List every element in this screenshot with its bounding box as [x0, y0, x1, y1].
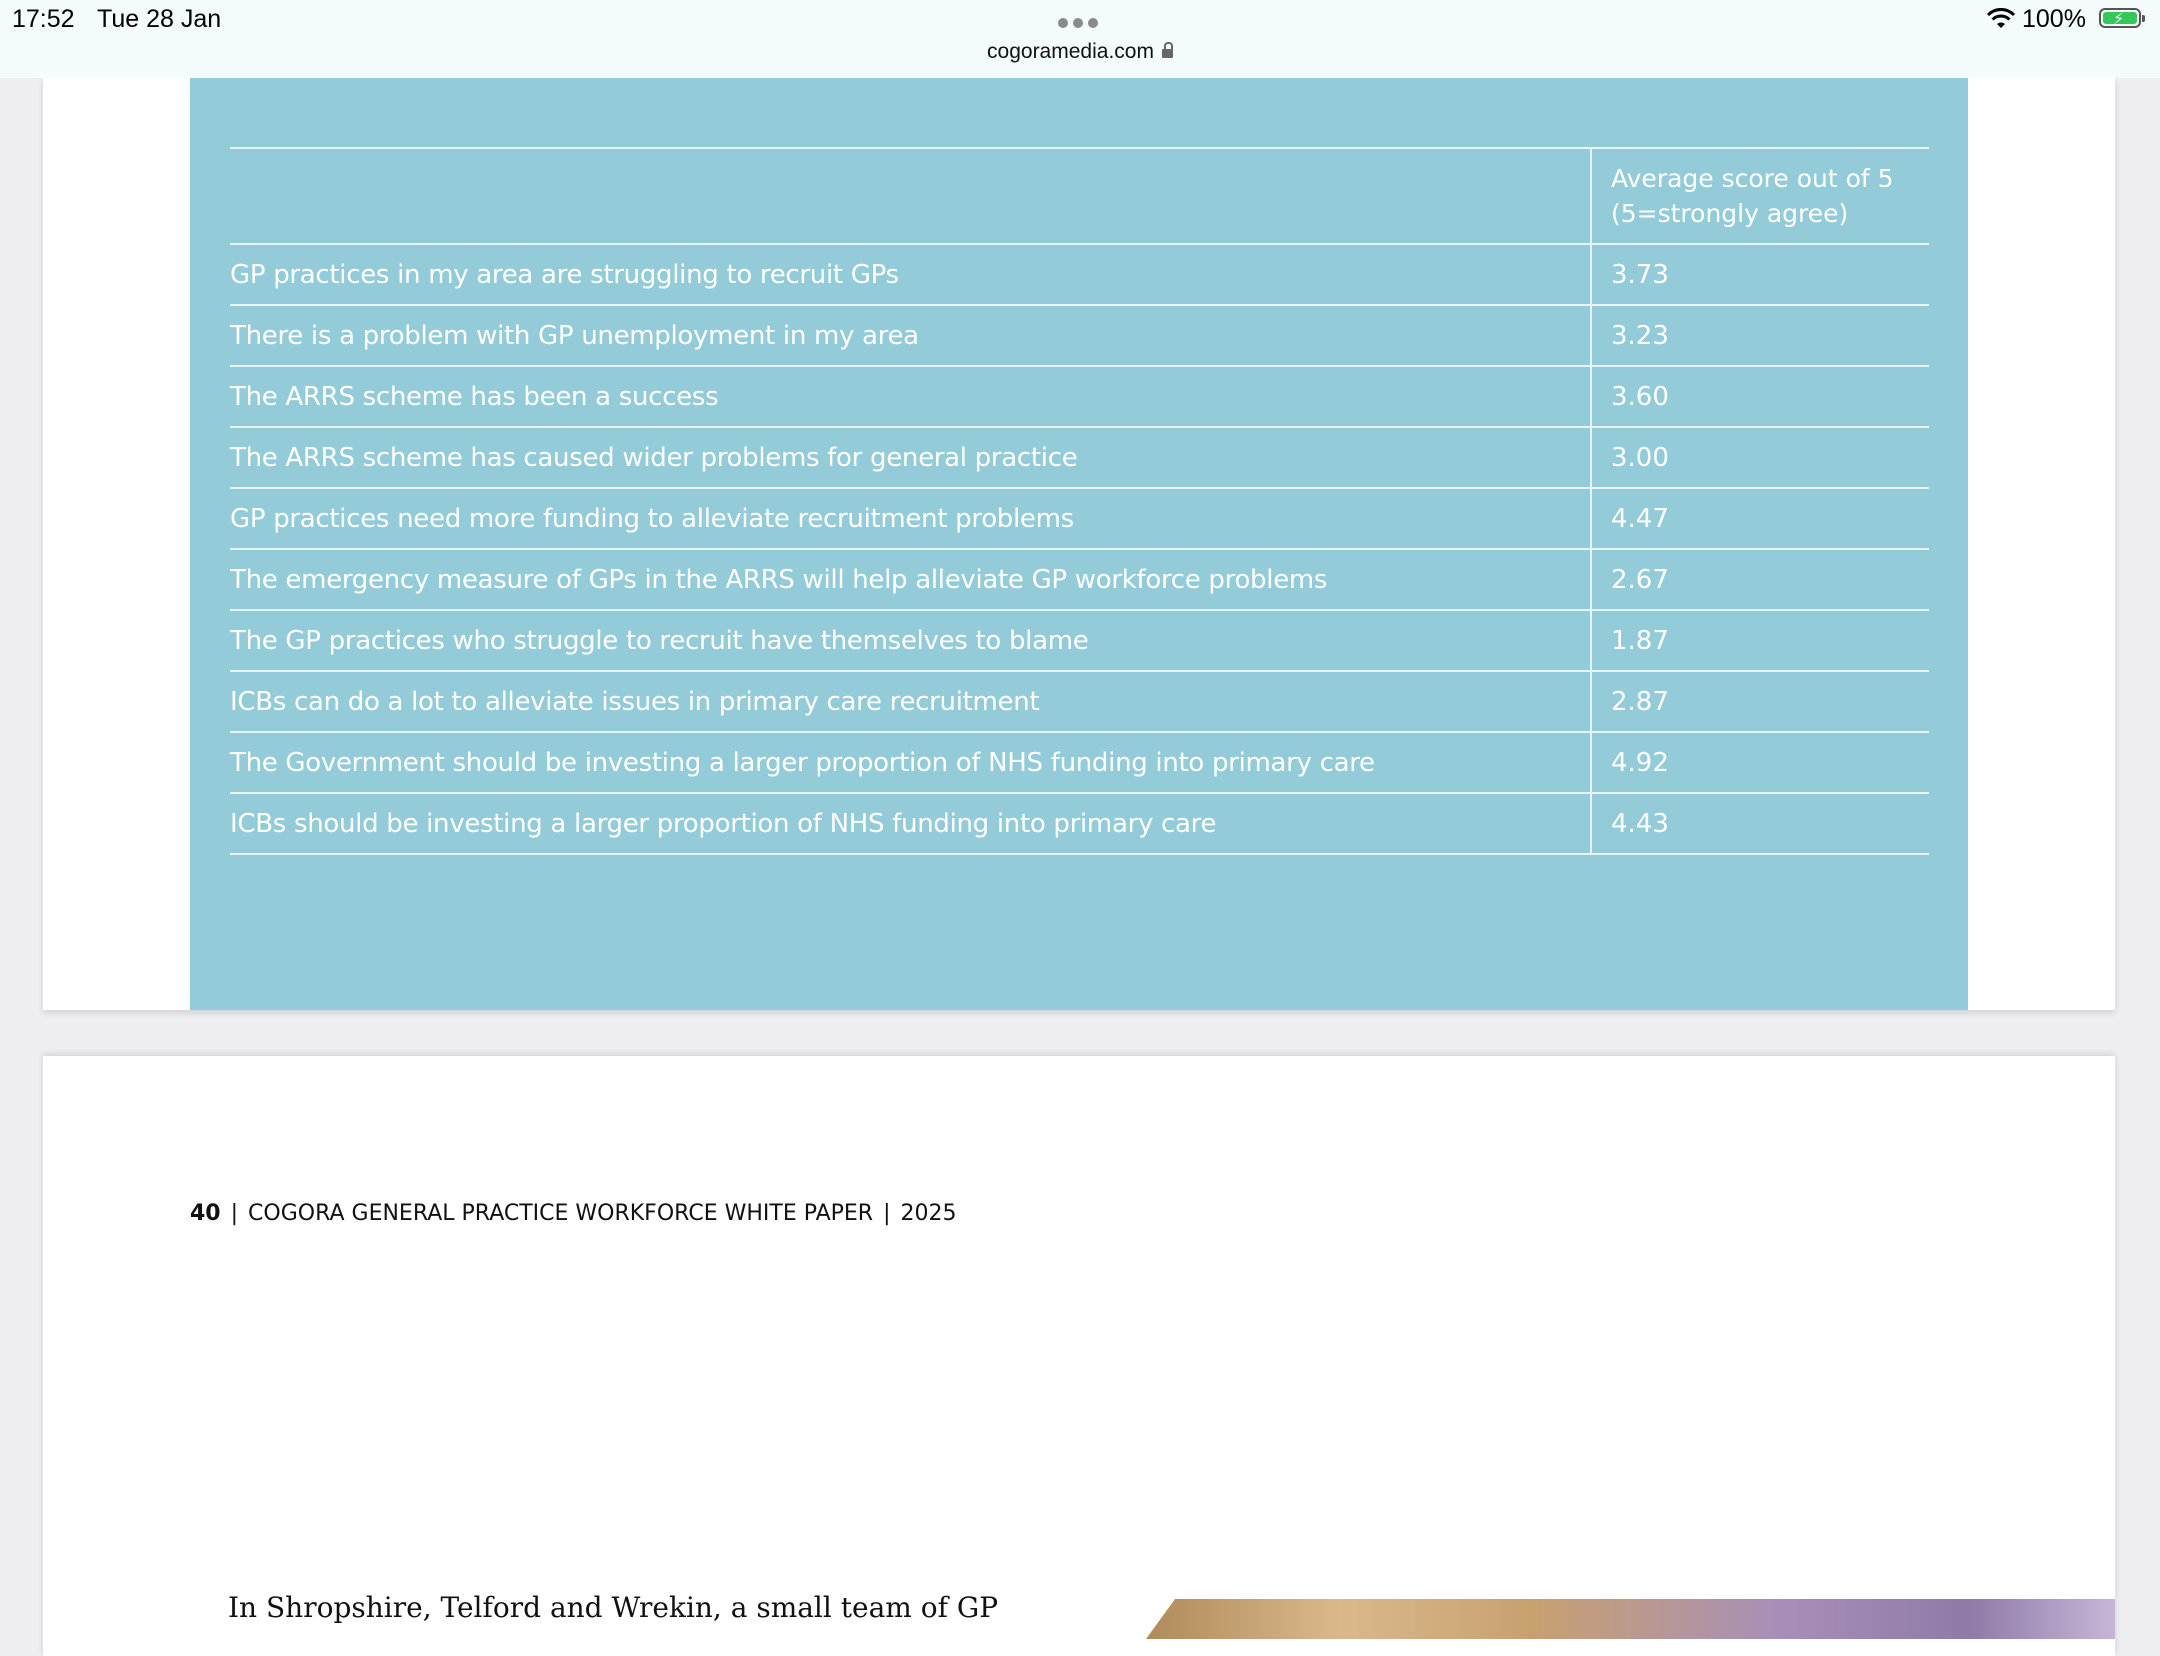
statement-cell: The emergency measure of GPs in the ARRS will help alleviate GP workforce problems: [230, 549, 1591, 610]
table-row: [230, 488, 1929, 549]
table-row: [230, 549, 1929, 610]
statement-cell: ICBs can do a lot to alleviate issues in primary care recruitment: [230, 671, 1591, 732]
score-cell: 1.87: [1591, 610, 1929, 671]
article-photo: [1146, 1599, 2115, 1639]
clock: 17:52: [12, 5, 75, 33]
score-cell: 2.87: [1591, 671, 1929, 732]
statement-cell: The ARRS scheme has caused wider problems for general practice: [230, 427, 1591, 488]
score-cell: 3.73: [1591, 244, 1929, 305]
page-footer: 40 | COGORA GENERAL PRACTICE WORKFORCE WHITE PAPER | 2025: [190, 1201, 957, 1226]
statement-cell: There is a problem with GP unemployment in my area: [230, 305, 1591, 366]
score-cell: 4.47: [1591, 488, 1929, 549]
body-paragraph: In Shropshire, Telford and Wrekin, a small team of GP: [228, 1591, 999, 1624]
table-header-row: [230, 148, 1929, 244]
survey-table-panel: [190, 78, 1968, 1010]
battery-percentage: 100%: [2022, 5, 2086, 33]
survey-results-table: [230, 147, 1929, 855]
table-row: [230, 793, 1929, 854]
more-options-icon[interactable]: [1058, 13, 1104, 25]
score-header: Average score out of 5 (5=strongly agree): [1591, 148, 1929, 244]
document-page: [43, 78, 2115, 1010]
score-cell: 3.23: [1591, 305, 1929, 366]
statement-cell: GP practices need more funding to alleviate recruitment problems: [230, 488, 1591, 549]
page-number: 40: [190, 1201, 221, 1226]
statement-cell: The ARRS scheme has been a success: [230, 366, 1591, 427]
status-bar: [0, 0, 2160, 78]
statement-cell: ICBs should be investing a larger proportion of NHS funding into primary care: [230, 793, 1591, 854]
url-text: cogoramedia.com: [987, 40, 1154, 63]
statement-cell: The Government should be investing a larger proportion of NHS funding into primary care: [230, 732, 1591, 793]
battery-icon: ⚡: [2099, 8, 2141, 28]
statement-cell: The GP practices who struggle to recruit have themselves to blame: [230, 610, 1591, 671]
address-bar[interactable]: [0, 40, 2160, 64]
document-page: [43, 1056, 2115, 1656]
lock-icon: [1162, 49, 1173, 58]
wifi-icon: [1986, 8, 2016, 32]
table-row: [230, 305, 1929, 366]
score-cell: 4.92: [1591, 732, 1929, 793]
table-row: [230, 244, 1929, 305]
score-cell: 4.43: [1591, 793, 1929, 854]
publication-title: COGORA GENERAL PRACTICE WORKFORCE WHITE PAPER: [248, 1201, 874, 1226]
table-row: [230, 671, 1929, 732]
table-row: [230, 427, 1929, 488]
table-row: [230, 610, 1929, 671]
score-cell: 3.00: [1591, 427, 1929, 488]
table-row: [230, 732, 1929, 793]
date: Tue 28 Jan: [97, 5, 222, 33]
publication-year: 2025: [900, 1201, 957, 1226]
table-row: [230, 366, 1929, 427]
score-cell: 3.60: [1591, 366, 1929, 427]
score-cell: 2.67: [1591, 549, 1929, 610]
statement-header: [230, 148, 1591, 244]
statement-cell: GP practices in my area are struggling to recruit GPs: [230, 244, 1591, 305]
